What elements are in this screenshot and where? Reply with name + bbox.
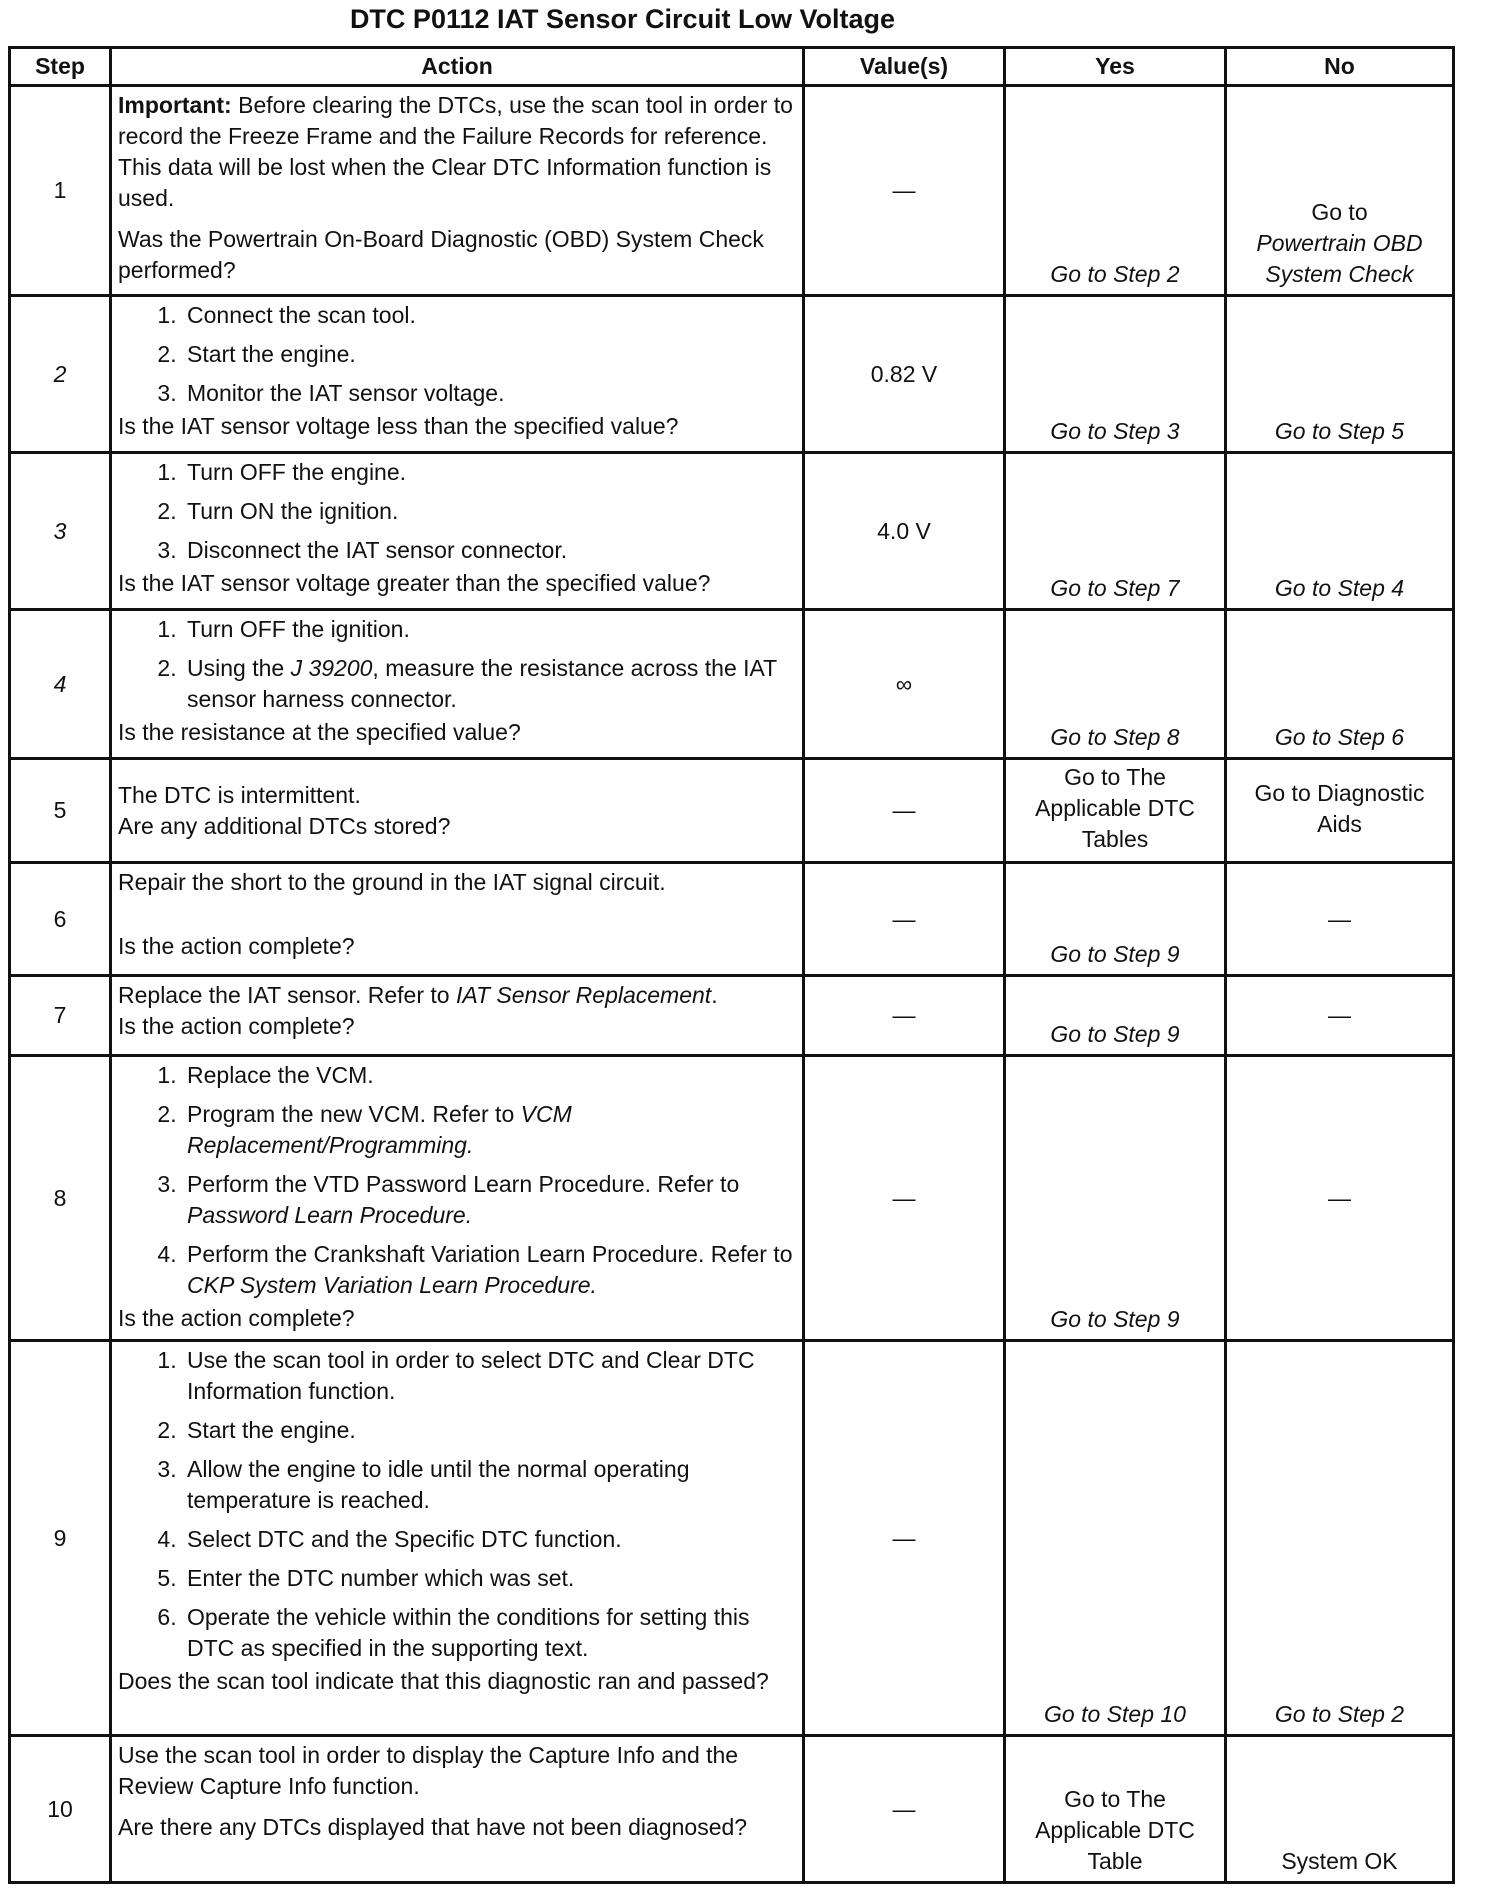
table-row xyxy=(10,759,1454,863)
yes-cell: Go to Step 9 xyxy=(1005,976,1226,1056)
yes-cell: Go to Step 9 xyxy=(1005,863,1226,976)
value-cell: — xyxy=(804,1341,1005,1736)
question: Was the Powertrain On-Board Diagnostic (OBD) System Check performed? xyxy=(118,226,764,283)
action-item: 1. Replace the VCM. xyxy=(183,1060,796,1091)
step-number: 3 xyxy=(10,453,111,610)
important-note xyxy=(118,90,796,214)
value-cell: 4.0 V xyxy=(804,453,1005,610)
yes-cell: Go to Step 3 xyxy=(1005,296,1226,453)
action-item: 1. Use the scan tool in order to select DTC and Clear DTC Information function. xyxy=(183,1345,796,1407)
table-row xyxy=(10,453,1454,610)
step-number: 6 xyxy=(10,863,111,976)
header-no: No xyxy=(1226,48,1454,86)
period: . xyxy=(465,1202,473,1228)
step-number: 1 xyxy=(10,86,111,296)
action-cell xyxy=(111,1341,804,1736)
question: Is the IAT sensor voltage greater than the specified value? xyxy=(118,570,711,596)
value-cell: — xyxy=(804,976,1005,1056)
action-item: 3. Monitor the IAT sensor voltage. xyxy=(183,378,796,409)
doc-reference: Password Learn Procedure xyxy=(187,1202,466,1228)
action-text xyxy=(118,980,796,1011)
step-number: 7 xyxy=(10,976,111,1056)
value-cell: — xyxy=(804,1056,1005,1341)
action-text-part: . xyxy=(711,982,718,1008)
no-cell: Go to Diagnostic Aids xyxy=(1226,759,1454,863)
header-yes: Yes xyxy=(1005,48,1226,86)
action-item: 3. Allow the engine to idle until the normal operating temperature is reached. xyxy=(183,1454,796,1516)
header-step: Step xyxy=(10,48,111,86)
document-title: DTC P0112 IAT Sensor Circuit Low Voltage xyxy=(349,4,896,34)
question: Are there any DTCs displayed that have not been diagnosed? xyxy=(118,1814,748,1840)
table-row xyxy=(10,296,1454,453)
table-row xyxy=(10,1736,1454,1883)
important-label: Important: xyxy=(118,92,232,118)
action-steps xyxy=(118,1345,796,1664)
header-row xyxy=(10,48,1454,86)
action-cell xyxy=(111,1736,804,1883)
action-cell xyxy=(111,296,804,453)
step-number: 2 xyxy=(10,296,111,453)
doc-reference: CKP System Variation Learn Procedure xyxy=(187,1272,591,1298)
action-item: 3. Disconnect the IAT sensor connector. xyxy=(183,535,796,566)
table-row xyxy=(10,863,1454,976)
no-cell: System OK xyxy=(1226,1736,1454,1883)
no-goto: Go to xyxy=(1311,199,1368,225)
value-cell: — xyxy=(804,759,1005,863)
yes-cell: Go to Step 7 xyxy=(1005,453,1226,610)
action-item: 1. Turn OFF the ignition. xyxy=(183,614,796,645)
action-cell xyxy=(111,610,804,759)
action-item: 2. Turn ON the ignition. xyxy=(183,496,796,527)
question: Is the action complete? xyxy=(118,933,355,959)
yes-cell: Go to The Applicable DTC Table xyxy=(1005,1736,1226,1883)
value-cell: — xyxy=(804,1736,1005,1883)
tool-reference: J 39200 xyxy=(290,655,373,681)
action-item: 1. Turn OFF the engine. xyxy=(183,457,796,488)
action-cell xyxy=(111,976,804,1056)
action-steps xyxy=(118,457,796,566)
table-row xyxy=(10,976,1454,1056)
action-cell xyxy=(111,453,804,610)
no-link: Powertrain OBD System Check xyxy=(1256,230,1423,287)
action-cell xyxy=(111,86,804,296)
question: Is the IAT sensor voltage less than the specified value? xyxy=(118,413,679,439)
action-item xyxy=(183,1099,796,1161)
question: Is the action complete? xyxy=(118,1013,355,1039)
action-cell xyxy=(111,1056,804,1341)
no-cell: — xyxy=(1226,1056,1454,1341)
yes-cell: Go to Step 10 xyxy=(1005,1341,1226,1736)
action-cell xyxy=(111,863,804,976)
action-item: 6. Operate the vehicle within the conditions for setting this DTC as specified in the supporting text. xyxy=(183,1602,796,1664)
action-text: , measure the resistance across the IAT sensor harness connector. xyxy=(187,655,777,712)
action-item xyxy=(183,653,796,715)
action-text: Perform the Crankshaft Variation Learn Procedure. Refer to xyxy=(187,1241,793,1267)
question: Is the resistance at the specified value? xyxy=(118,719,521,745)
action-steps xyxy=(118,1060,796,1301)
step-number: 5 xyxy=(10,759,111,863)
action-text-part: Replace the IAT sensor. Refer to xyxy=(118,982,456,1008)
table-row xyxy=(10,610,1454,759)
period: . xyxy=(466,1132,474,1158)
action-steps xyxy=(118,300,796,409)
action-item: 2. Start the engine. xyxy=(183,339,796,370)
no-cell: Go to Step 2 xyxy=(1226,1341,1454,1736)
action-item: 2. Start the engine. xyxy=(183,1415,796,1446)
action-text: Using the xyxy=(187,655,291,681)
question: Are any additional DTCs stored? xyxy=(118,812,451,839)
no-cell: — xyxy=(1226,976,1454,1056)
header-action: Action xyxy=(111,48,804,86)
table-row xyxy=(10,1056,1454,1341)
header-values: Value(s) xyxy=(804,48,1005,86)
action-steps xyxy=(118,614,796,715)
step-number: 4 xyxy=(10,610,111,759)
yes-cell: Go to Step 2 xyxy=(1005,86,1226,296)
diagnostic-table xyxy=(8,46,1455,1884)
action-item xyxy=(183,1239,796,1301)
table-row xyxy=(10,1341,1454,1736)
important-text: Before clearing the DTCs, use the scan tool in order to record the Freeze Frame and the Failure Records for reference. This data will be lost when the Clear DTC Information function is used. xyxy=(118,92,793,211)
period: . xyxy=(590,1272,597,1298)
no-cell: Go to Step 5 xyxy=(1226,296,1454,453)
doc-reference: VCM Replacement/Programming xyxy=(187,1101,572,1158)
question: Is the action complete? xyxy=(118,1305,355,1331)
value-cell: — xyxy=(804,863,1005,976)
no-cell: — xyxy=(1226,863,1454,976)
action-text: The DTC is intermittent. xyxy=(118,781,361,808)
action-item: 5. Enter the DTC number which was set. xyxy=(183,1563,796,1594)
step-number: 9 xyxy=(10,1341,111,1736)
action-text: Perform the VTD Password Learn Procedure. Refer to xyxy=(187,1171,740,1197)
no-cell: Go to Step 4 xyxy=(1226,453,1454,610)
yes-cell: Go to The Applicable DTC Tables xyxy=(1005,759,1226,863)
table-row xyxy=(10,86,1454,296)
doc-reference: IAT Sensor Replacement xyxy=(455,982,712,1008)
value-cell: ∞ xyxy=(804,610,1005,759)
action-item xyxy=(183,1169,796,1231)
question: Does the scan tool indicate that this diagnostic ran and passed? xyxy=(118,1668,769,1694)
yes-cell: Go to Step 8 xyxy=(1005,610,1226,759)
action-cell xyxy=(111,759,804,863)
step-number: 8 xyxy=(10,1056,111,1341)
value-cell: 0.82 V xyxy=(804,296,1005,453)
no-cell xyxy=(1226,86,1454,296)
action-item: 1. Connect the scan tool. xyxy=(183,300,796,331)
action-text: Repair the short to the ground in the IAT signal circuit. xyxy=(118,869,666,895)
yes-cell: Go to Step 9 xyxy=(1005,1056,1226,1341)
step-number: 10 xyxy=(10,1736,111,1883)
action-text: Program the new VCM. Refer to xyxy=(187,1101,521,1127)
action-item: 4. Select DTC and the Specific DTC function. xyxy=(183,1524,796,1555)
no-cell: Go to Step 6 xyxy=(1226,610,1454,759)
value-cell: — xyxy=(804,86,1005,296)
action-text: Use the scan tool in order to display the Capture Info and the Review Capture Info function. xyxy=(118,1742,739,1799)
